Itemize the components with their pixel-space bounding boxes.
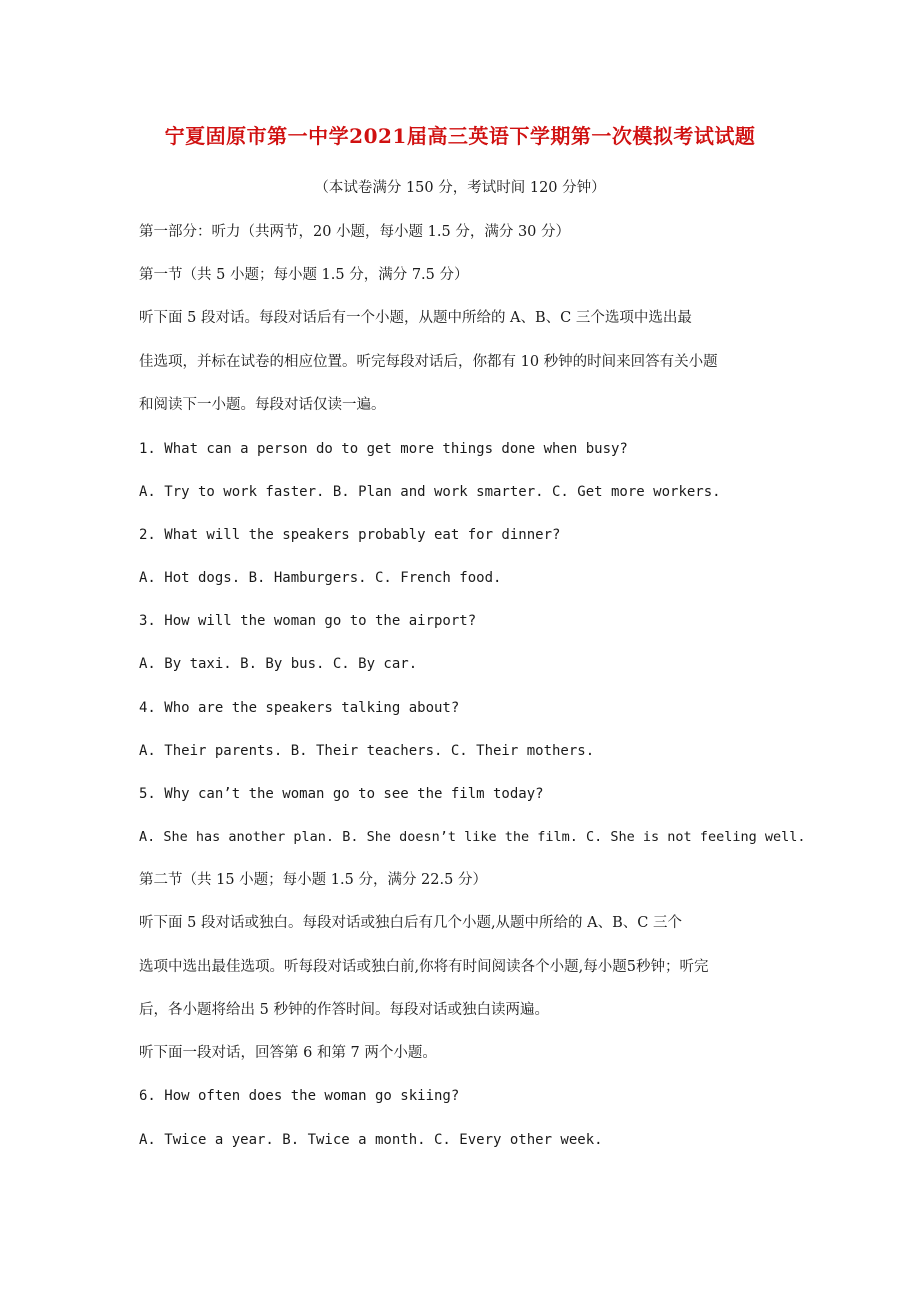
part1-heading: 第一部分：听力（共两节，20 小题，每小题 1.5 分，满分 30 分）	[139, 224, 571, 240]
question-options: A. Twice a year. B. Twice a month. C. Every other week.	[139, 1132, 603, 1148]
section1-heading: 第一节（共 5 小题；每小题 1.5 分，满分 7.5 分）	[139, 267, 469, 283]
section1-instruction-line: 和阅读下一小题。每段对话仅读一遍。	[139, 397, 386, 413]
question-text: 3. How will the woman go to the airport?	[139, 613, 477, 629]
question-options: A. Try to work faster. B. Plan and work smarter. C. Get more workers.	[139, 484, 721, 500]
section1-instruction-line: 佳选项，并标在试卷的相应位置。听完每段对话后，你都有 10 秒钟的时间来回答有关小题	[139, 354, 718, 370]
question-text: 5. Why can’t the woman go to see the film today?	[139, 786, 544, 802]
question-text: 2. What will the speakers probably eat for dinner?	[139, 527, 561, 543]
section2-instruction-line: 选项中选出最佳选项。听每段对话或独白前,你将有时间阅读各个小题,每小题5秒钟；听完	[139, 959, 709, 975]
question-text: 1. What can a person do to get more things done when busy?	[139, 441, 628, 457]
section2-heading: 第二节（共 15 小题；每小题 1.5 分，满分 22.5 分）	[139, 872, 487, 888]
exam-info: （本试卷满分 150 分，考试时间 120 分钟）	[314, 180, 606, 196]
question-options: A. Their parents. B. Their teachers. C. Their mothers.	[139, 743, 595, 759]
dialogue-intro: 听下面一段对话，回答第 6 和第 7 两个小题。	[139, 1045, 437, 1061]
section1-instruction-line: 听下面 5 段对话。每段对话后有一个小题，从题中所给的 A、B、C 三个选项中选出最	[139, 310, 692, 326]
question-options: A. She has another plan. B. She doesn’t like the film. C. She is not feeling well.	[139, 829, 806, 845]
question-options: A. By taxi. B. By bus. C. By car.	[139, 656, 418, 672]
question-options: A. Hot dogs. B. Hamburgers. C. French food.	[139, 570, 502, 586]
question-text: 6. How often does the woman go skiing?	[139, 1088, 460, 1104]
question-text: 4. Who are the speakers talking about?	[139, 700, 460, 716]
document-title: 宁夏固原市第一中学2021届高三英语下学期第一次模拟考试试题	[164, 124, 756, 148]
section2-instruction-line: 听下面 5 段对话或独白。每段对话或独白后有几个小题,从题中所给的 A、B、C 三个	[139, 915, 682, 931]
section2-instruction-line: 后，各小题将给出 5 秒钟的作答时间。每段对话或独白读两遍。	[139, 1002, 549, 1018]
